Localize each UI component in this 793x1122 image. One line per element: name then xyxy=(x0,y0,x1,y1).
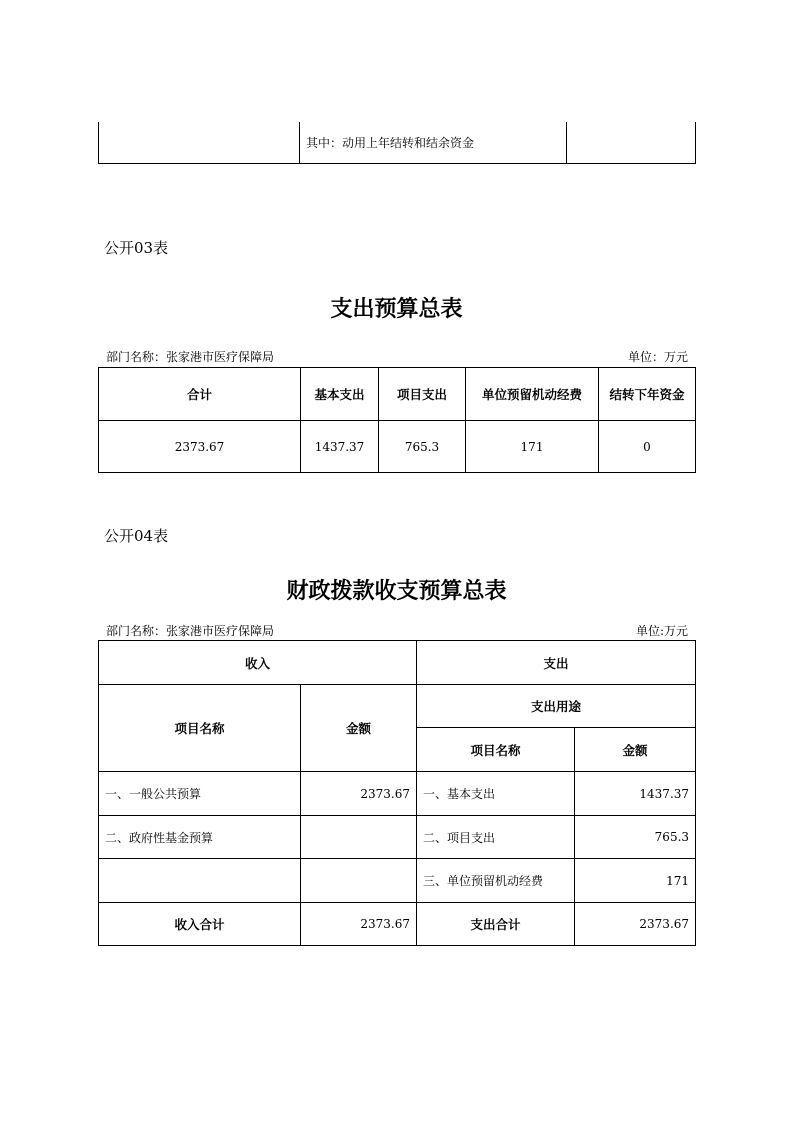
value-total: 2373.67 xyxy=(99,421,301,473)
income-name-cell: 二、政府性基金预算 xyxy=(99,816,301,859)
expense-header: 支出 xyxy=(417,641,696,685)
fragment-empty-cell-1 xyxy=(99,122,300,164)
table04-total-row xyxy=(99,903,696,946)
table03-value-row xyxy=(99,421,696,473)
fragment-carryover-cell: 其中：动用上年结转和结余资金 xyxy=(300,122,567,164)
table04-subheader-row xyxy=(99,685,696,728)
expense-amount-cell: 1437.37 xyxy=(575,772,696,816)
table-row xyxy=(99,816,696,859)
income-header: 收入 xyxy=(99,641,417,685)
expense-item-header: 项目名称 xyxy=(417,728,575,772)
income-total-label: 收入合计 xyxy=(99,903,301,946)
income-amount-header: 金额 xyxy=(301,685,417,772)
expense-amount-header: 金额 xyxy=(575,728,696,772)
income-item-header: 项目名称 xyxy=(99,685,301,772)
expense-amount-cell: 171 xyxy=(575,859,696,903)
expense-name-cell: 三、单位预留机动经费 xyxy=(417,859,575,903)
table03-title: 支出预算总表 xyxy=(330,297,463,322)
previous-table-fragment xyxy=(98,122,696,164)
header-carryforward: 结转下年资金 xyxy=(599,368,696,421)
value-basic-expenditure: 1437.37 xyxy=(301,421,379,473)
income-total-value: 2373.67 xyxy=(301,903,417,946)
table03-label: 公开03表 xyxy=(104,239,169,257)
table03-unit: 单位：万元 xyxy=(627,350,688,364)
header-basic-expenditure: 基本支出 xyxy=(301,368,379,421)
table03-header-row xyxy=(99,368,696,421)
fragment-empty-cell-2 xyxy=(567,122,696,164)
table03-department: 部门名称：张家港市医疗保障局 xyxy=(106,350,275,364)
expenditure-budget-summary-table xyxy=(98,367,696,473)
fiscal-appropriation-summary-table xyxy=(98,640,696,946)
table04-label: 公开04表 xyxy=(104,527,169,545)
value-project-expenditure: 765.3 xyxy=(379,421,466,473)
expense-total-label: 支出合计 xyxy=(417,903,575,946)
value-carryforward: 0 xyxy=(599,421,696,473)
expense-use-header: 支出用途 xyxy=(417,685,696,728)
expense-total-value: 2373.67 xyxy=(575,903,696,946)
table-row xyxy=(99,772,696,816)
header-total: 合计 xyxy=(99,368,301,421)
expense-name-cell: 二、项目支出 xyxy=(417,816,575,859)
header-project-expenditure: 项目支出 xyxy=(379,368,466,421)
income-name-cell xyxy=(99,859,301,903)
table04-unit: 单位:万元 xyxy=(635,624,688,638)
value-reserve-fund: 171 xyxy=(466,421,599,473)
income-amount-cell: 2373.67 xyxy=(301,772,417,816)
income-amount-cell xyxy=(301,859,417,903)
income-name-cell: 一、一般公共预算 xyxy=(99,772,301,816)
table04-department: 部门名称：张家港市医疗保障局 xyxy=(106,624,275,638)
expense-amount-cell: 765.3 xyxy=(575,816,696,859)
table04-top-header-row xyxy=(99,641,696,685)
header-reserve-fund: 单位预留机动经费 xyxy=(466,368,599,421)
income-amount-cell xyxy=(301,816,417,859)
expense-name-cell: 一、基本支出 xyxy=(417,772,575,816)
table04-title: 财政拨款收支预算总表 xyxy=(286,579,507,604)
table-row xyxy=(99,859,696,903)
